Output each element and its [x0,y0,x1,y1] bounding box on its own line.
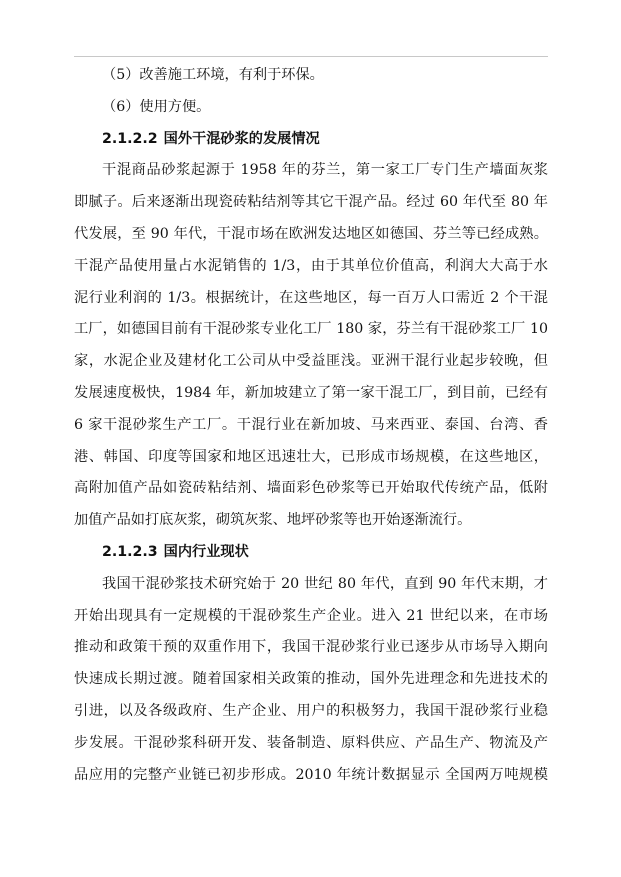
section-title: 国内行业现状 [163,543,249,560]
document-page [74,60,548,791]
paragraph-line: 港、韩国、印度等国家和地区迅速壮大，已形成市场规模，在这些地区， [74,448,548,465]
paragraph-line: 泥行业利润的 1/3。根据统计，在这些地区，每一百万人口需近 2 个干混 [74,289,548,306]
paragraph-line: 引进，以及各级政府、生产企业、用户的积极努力，我国干混砂浆行业稳 [74,702,548,719]
paragraph-line: 6 家干混砂浆生产工厂。干混行业在新加坡、马来西亚、泰国、台湾、香 [74,416,548,433]
list-item-improve-environment: （5）改善施工环境，有利于环保。 [102,67,324,83]
paragraph-line: 高附加值产品如瓷砖粘结剂、墙面彩色砂浆等已开始取代传统产品，低附 [74,480,548,497]
paragraph-line: 快速成长期过渡。随着国家相关政策的推动，国外先进理念和先进技术的 [74,671,548,688]
section-title: 国外干混砂浆的发展情况 [163,130,320,147]
paragraph-line: 工厂，如德国目前有干混砂浆专业化工厂 180 家，芬兰有干混砂浆工厂 10 [74,321,548,338]
list-item-easy-to-use: （6）使用方便。 [102,98,211,115]
section-number: 2.1.2.3 [102,543,158,560]
paragraph-domestic-status [74,569,548,792]
paragraph-line: 步发展。干混砂浆科研开发、装备制造、原料供应、产品生产、物流及产 [74,734,548,751]
paragraph-line: 开始出现具有一定规模的干混砂浆生产企业。进入 21 世纪以来，在市场 [74,607,548,624]
paragraph-line: 家，水泥企业及建材化工公司从中受益匪浅。亚洲干混行业起步较晚，但 [74,353,548,370]
paragraph-line: 即腻子。后来逐渐出现瓷砖粘结剂等其它干混产品。经过 60 年代至 80 年 [74,194,548,211]
section-heading-foreign-development [74,124,548,156]
paragraph-foreign-development [74,155,548,537]
paragraph-line: 代发展，至 90 年代，干混市场在欧洲发达地区如德国、芬兰等已经成熟。 [74,225,548,242]
paragraph-line: 加值产品如打底灰浆，砌筑灰浆、地坪砂浆等也开始逐渐流行。 [74,512,472,529]
paragraph-line: 我国干混砂浆技术研究始于 20 世纪 80 年代，直到 90 年代末期，才 [102,575,548,592]
section-number: 2.1.2.2 [102,130,158,147]
paragraph-line: 品应用的完整产业链已初步形成。2010 年统计数据显示 全国两万吨规模 [74,766,548,783]
paragraph-line: 干混产品使用量占水泥销售的 1/3，由于其单位价值高，利润大大高于水 [74,257,548,274]
paragraph-line: 干混商品砂浆起源于 1958 年的芬兰，第一家工厂专门生产墙面灰浆 [102,162,548,179]
paragraph-line: 推动和政策干预的双重作用下，我国干混砂浆行业已逐步从市场导入期向 [74,639,548,656]
paragraph-line: 发展速度极快，1984 年，新加坡建立了第一家干混工厂，到目前，已经有 [74,384,548,401]
page-header-rule [74,56,548,57]
section-heading-domestic-status [74,537,548,569]
